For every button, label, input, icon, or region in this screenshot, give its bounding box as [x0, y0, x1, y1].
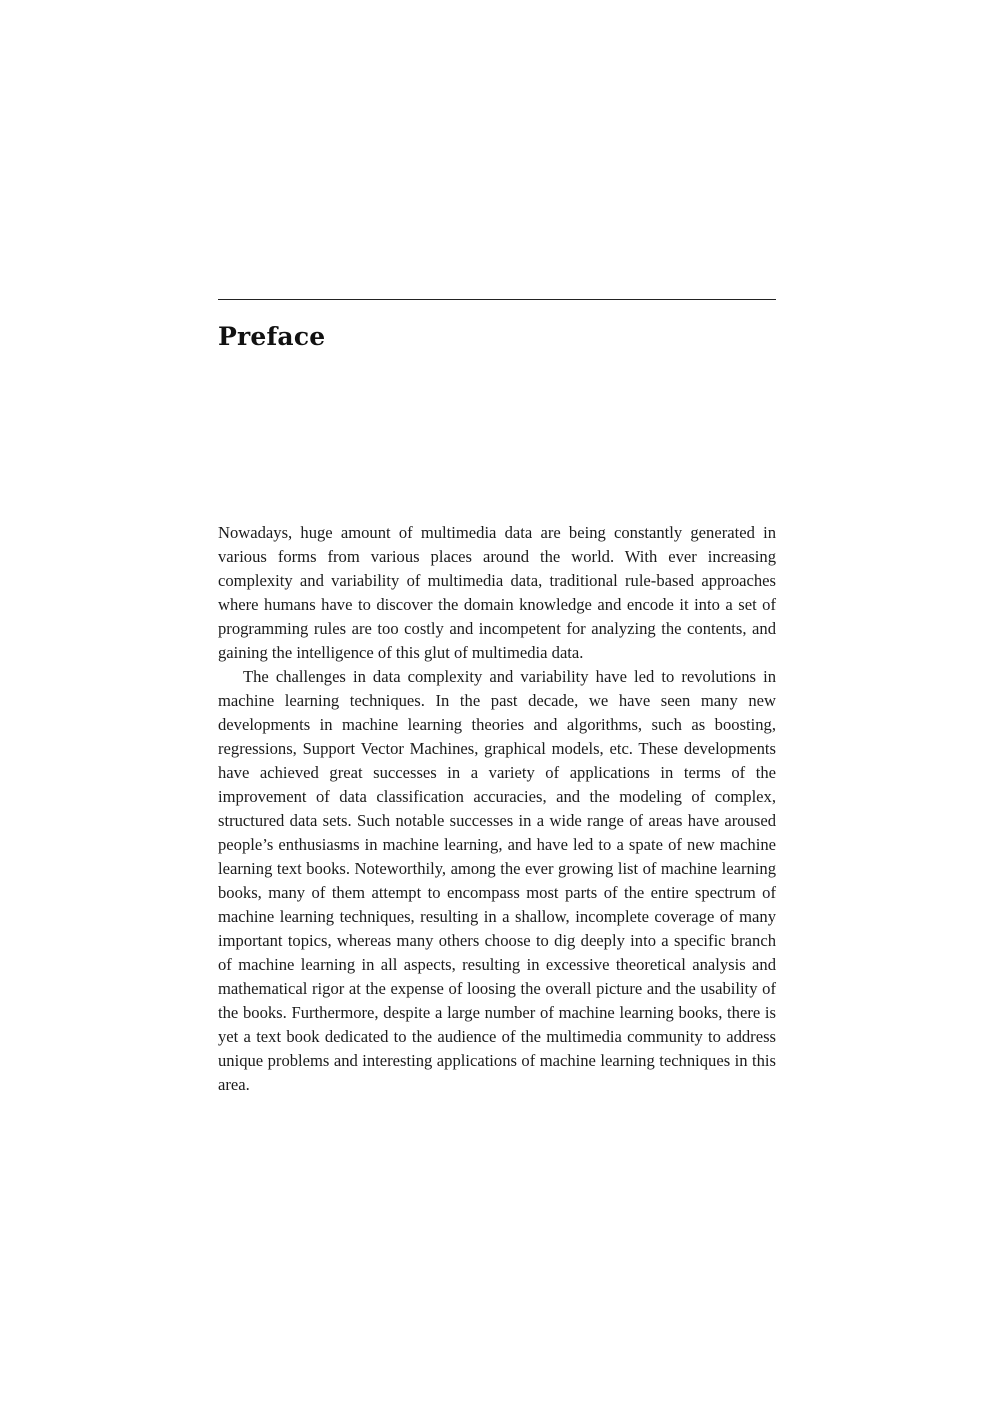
- chapter-top-rule: [218, 299, 776, 300]
- paragraph-2: The challenges in data complexity and variability have led to revolutions in machine learning techniques. In the past decade, we have seen many new developments in machine learning theories and algorithms, such as boosting, regressions, Support Vector Machines, graphical models, etc. These developments have achieved great successes in a variety of applications in terms of the improvement of data classification accuracies, and the modeling of complex, structured data sets. Such notable successes in a wide range of areas have aroused people’s enthusiasms in machine learning, and have led to a spate of new machine learning text books. Noteworthily, among the ever growing list of machine learning books, many of them attempt to encompass most parts of the entire spectrum of machine learning techniques, resulting in a shallow, incomplete coverage of many important topics, whereas many others choose to dig deeply into a specific branch of machine learning in all aspects, resulting in excessive theoretical analysis and mathematical rigor at the expense of loosing the overall picture and the usability of the books. Furthermore, despite a large number of machine learning books, there is yet a text book dedicated to the audience of the multimedia community to address unique problems and interesting applications of machine learning techniques in this area.: [218, 667, 776, 1094]
- chapter-title: Preface: [218, 322, 326, 351]
- preface-body: [218, 521, 776, 1097]
- paragraph-1: Nowadays, huge amount of multimedia data are being constantly generated in various forms from various places around the world. With ever increasing complexity and variability of multimedia data, traditional rule-based approaches where humans have to discover the domain knowledge and encode it into a set of programming rules are too costly and incompetent for analyzing the contents, and gaining the intelligence of this glut of multimedia data.: [218, 523, 776, 662]
